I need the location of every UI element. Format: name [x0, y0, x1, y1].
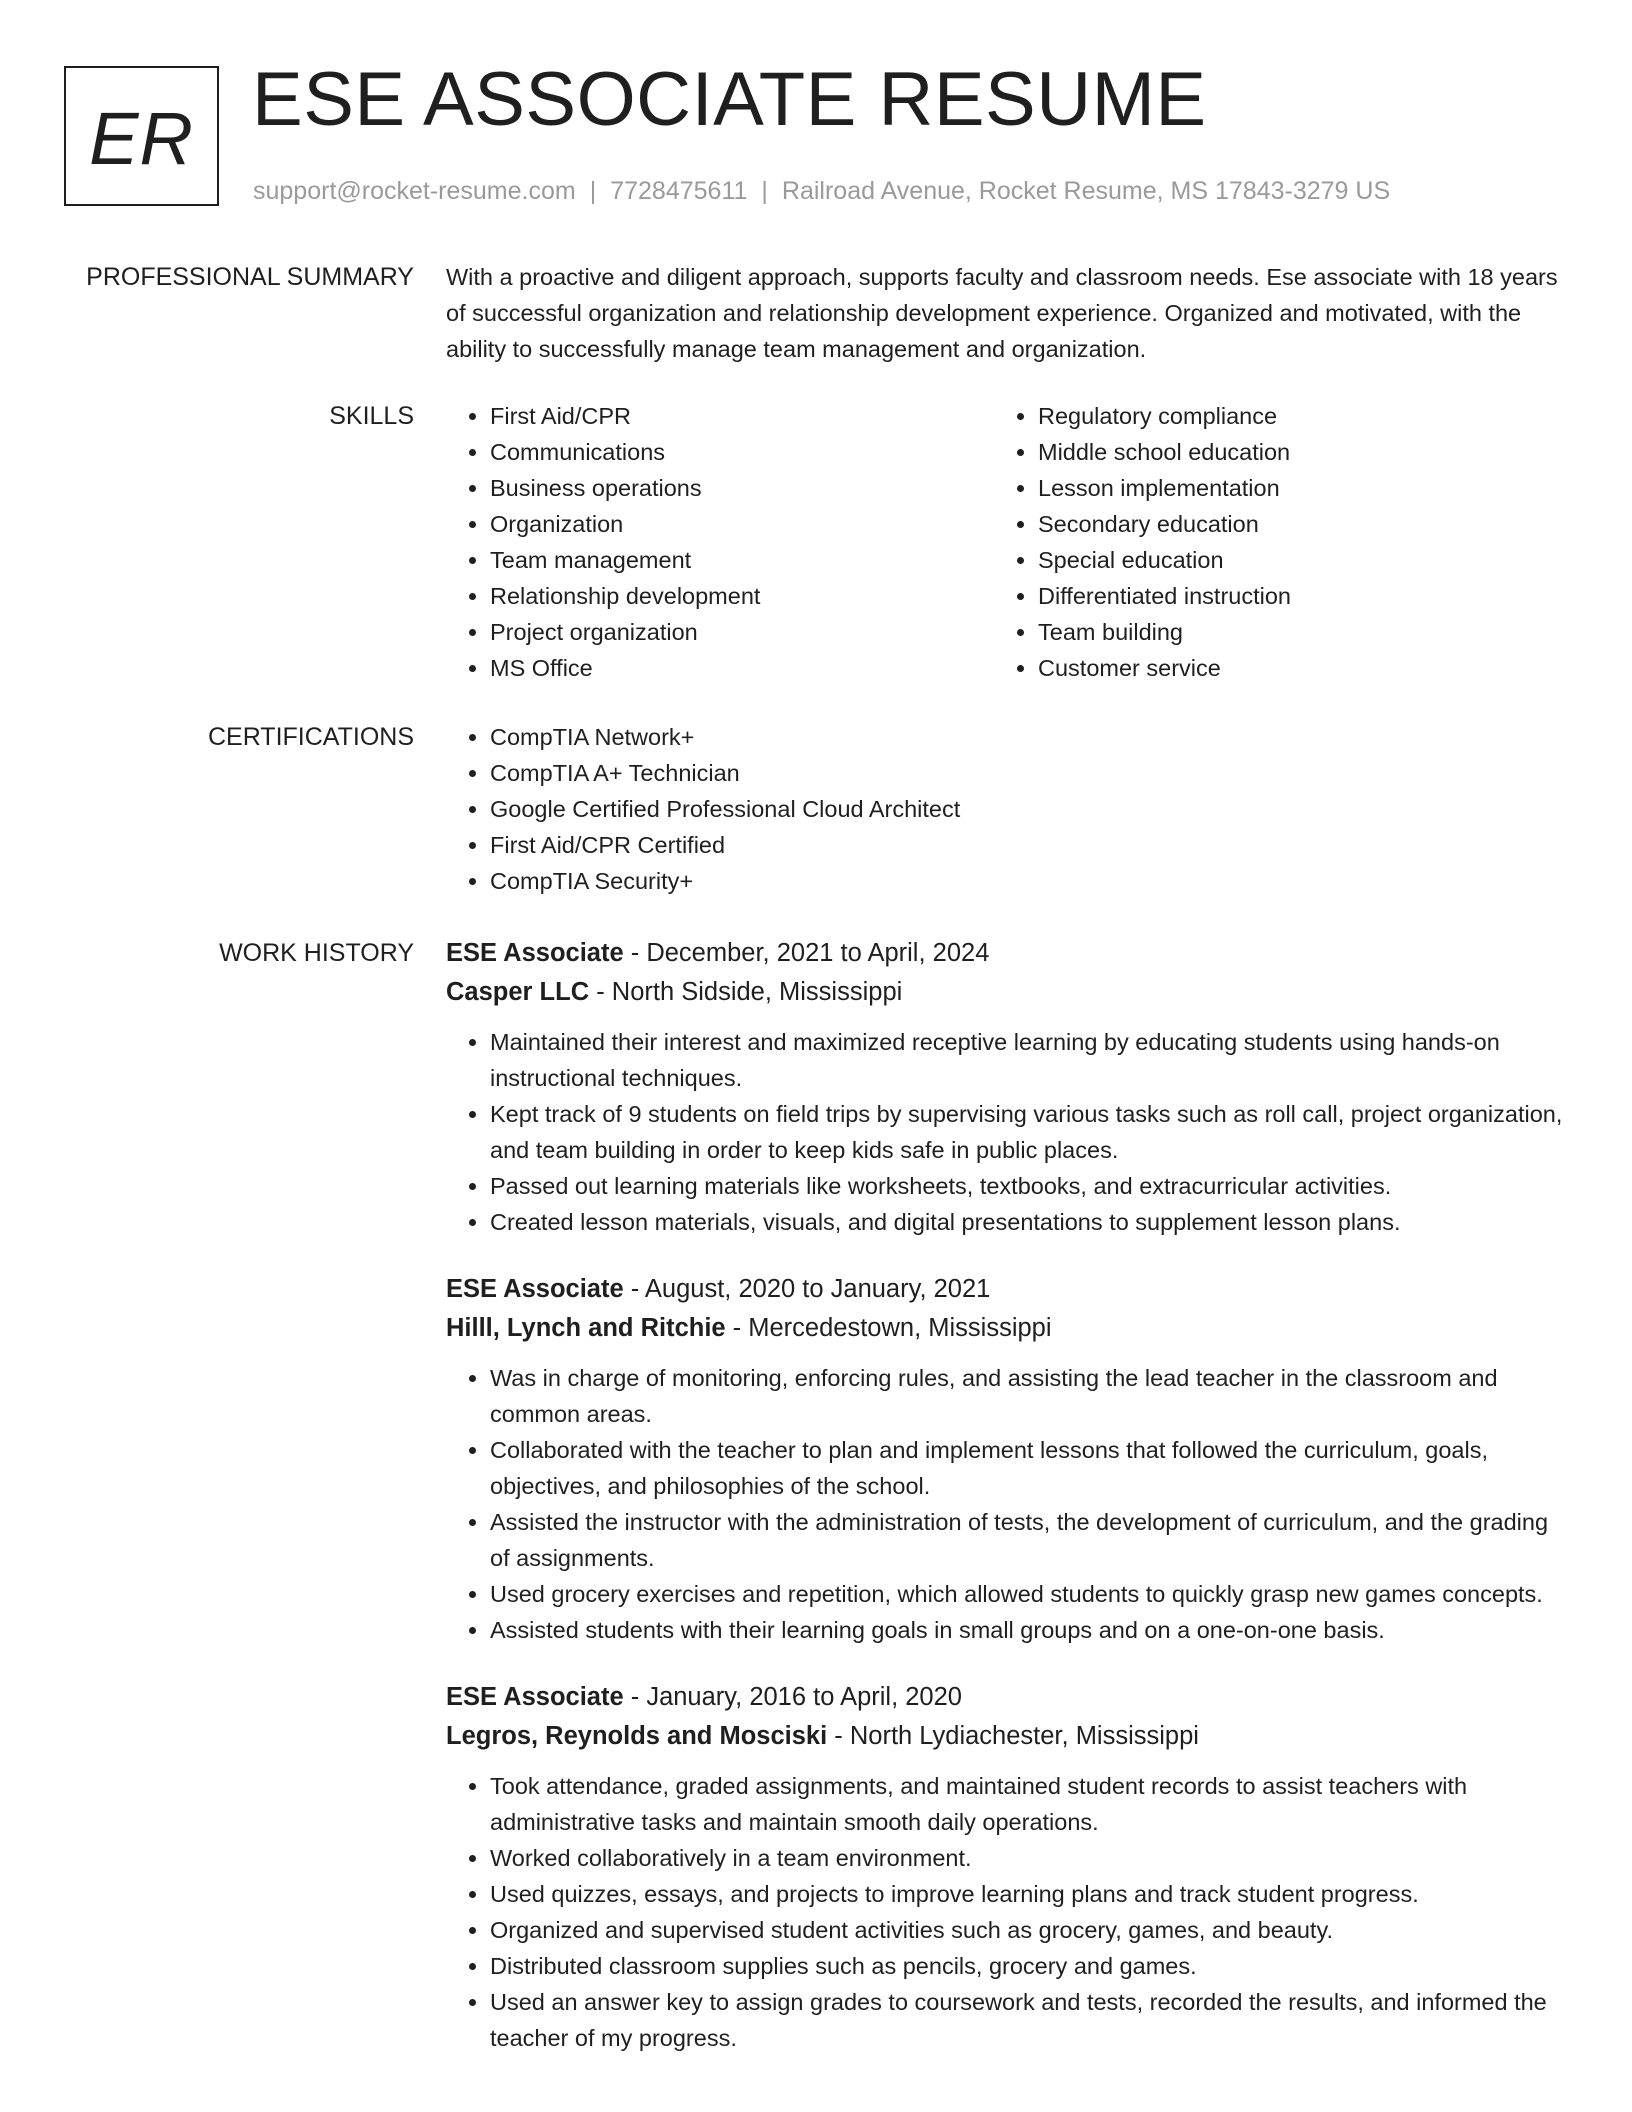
- skill-item: • Organization: [490, 506, 994, 542]
- skill-item: • First Aid/CPR: [490, 398, 994, 434]
- certification-item: • CompTIA Network+: [490, 719, 1566, 755]
- work-history-label: WORK HISTORY: [219, 939, 414, 967]
- job-company-line: [446, 973, 1566, 1012]
- skill-item: • Project organization: [490, 614, 994, 650]
- skill-item: • Communications: [490, 434, 994, 470]
- job-bullet: • Maintained their interest and maximized receptive learning by educating students using hands-on instructional techniques.: [490, 1024, 1566, 1096]
- job-bullet: • Assisted the instructor with the administration of tests, the development of curriculum, and the grading of assignments.: [490, 1504, 1566, 1576]
- skills-body: [446, 398, 1566, 686]
- skill-item: • MS Office: [490, 650, 994, 686]
- skill-item: • Customer service: [1038, 650, 1542, 686]
- job-bullet: • Collaborated with the teacher to plan and implement lessons that followed the curriculum, goals, objectives, and philosophies of the school.: [490, 1432, 1566, 1504]
- summary-text: With a proactive and diligent approach, supports faculty and classroom needs. Ese associate with 18 years of successful organization and relationship development experience. Organized and motivated, with the ability to successfully manage team management and organization.: [446, 264, 1558, 362]
- job-bullet: • Used quizzes, essays, and projects to improve learning plans and track student progress.: [490, 1876, 1566, 1912]
- skill-item: • Regulatory compliance: [1038, 398, 1542, 434]
- job-bullet: • Kept track of 9 students on field trips by supervising various tasks such as roll call, project organization, and team building in order to keep kids safe in public places.: [490, 1096, 1566, 1168]
- contact-separator: |: [589, 177, 597, 205]
- skills-list-left: [446, 398, 994, 686]
- contact-address: Railroad Avenue, Rocket Resume, MS 17843-3279 US: [781, 177, 1391, 205]
- job-entry: [446, 1270, 1566, 1648]
- contact-phone[interactable]: 7728475611: [610, 177, 748, 205]
- skill-item: • Secondary education: [1038, 506, 1542, 542]
- work-history-body: [446, 934, 1566, 2056]
- resume-title: ESE ASSOCIATE RESUME: [252, 57, 1207, 142]
- certification-item: • Google Certified Professional Cloud Architect: [490, 791, 1566, 827]
- monogram-box: [64, 66, 219, 206]
- contact-line: [253, 174, 1390, 208]
- job-dates: - January, 2016 to April, 2020: [623, 1683, 962, 1711]
- job-role: ESE Associate: [446, 1683, 624, 1711]
- skill-item: • Middle school education: [1038, 434, 1542, 470]
- job-company-line: [446, 1717, 1566, 1756]
- job-role-line: [446, 934, 1566, 973]
- job-location: - North Lydiachester, Mississippi: [827, 1722, 1199, 1750]
- job-location: - North Sidside, Mississippi: [589, 978, 903, 1006]
- summary-label: PROFESSIONAL SUMMARY: [86, 263, 414, 291]
- job-dates: - December, 2021 to April, 2024: [623, 939, 990, 967]
- contact-email[interactable]: support@rocket-resume.com: [253, 177, 576, 205]
- job-dates: - August, 2020 to January, 2021: [623, 1275, 991, 1303]
- job-bullet: • Used an answer key to assign grades to coursework and tests, recorded the results, and informed the teacher of my progress.: [490, 1984, 1566, 2056]
- job-bullet: • Took attendance, graded assignments, and maintained student records to assist teachers with administrative tasks and maintain smooth daily operations.: [490, 1768, 1566, 1840]
- certification-item: • CompTIA Security+: [490, 863, 1566, 899]
- job-entry: [446, 934, 1566, 1240]
- job-bullets: [446, 1024, 1566, 1240]
- skill-item: • Team building: [1038, 614, 1542, 650]
- job-company: Legros, Reynolds and Mosciski: [446, 1722, 828, 1750]
- summary-body: [446, 259, 1566, 367]
- job-bullet: • Was in charge of monitoring, enforcing rules, and assisting the lead teacher in the classroom and common areas.: [490, 1360, 1566, 1432]
- job-bullet: • Distributed classroom supplies such as pencils, grocery and games.: [490, 1948, 1566, 1984]
- certifications-body: [446, 719, 1566, 899]
- job-bullet: • Passed out learning materials like worksheets, textbooks, and extracurricular activities.: [490, 1168, 1566, 1204]
- skill-item: • Lesson implementation: [1038, 470, 1542, 506]
- skills-label: SKILLS: [329, 402, 414, 430]
- job-bullets: [446, 1360, 1566, 1648]
- job-company-line: [446, 1309, 1566, 1348]
- monogram-initials: ER: [89, 96, 194, 180]
- job-entry: [446, 1678, 1566, 2056]
- job-bullets: [446, 1768, 1566, 2056]
- job-bullet: • Created lesson materials, visuals, and digital presentations to supplement lesson plans.: [490, 1204, 1566, 1240]
- certification-item: • First Aid/CPR Certified: [490, 827, 1566, 863]
- job-role-line: [446, 1270, 1566, 1309]
- job-role-line: [446, 1678, 1566, 1717]
- contact-separator: |: [761, 177, 768, 205]
- skills-list-right: [994, 398, 1542, 686]
- job-role: ESE Associate: [446, 939, 624, 967]
- job-company: Hilll, Lynch and Ritchie: [446, 1314, 726, 1342]
- job-company: Casper LLC: [446, 978, 590, 1006]
- job-bullet: • Assisted students with their learning goals in small groups and on a one-on-one basis.: [490, 1612, 1566, 1648]
- certification-item: • CompTIA A+ Technician: [490, 755, 1566, 791]
- job-bullet: • Worked collaboratively in a team environment.: [490, 1840, 1566, 1876]
- job-role: ESE Associate: [446, 1275, 624, 1303]
- certifications-label: CERTIFICATIONS: [207, 723, 414, 751]
- skill-item: • Special education: [1038, 542, 1542, 578]
- skill-item: • Differentiated instruction: [1038, 578, 1542, 614]
- job-location: - Mercedestown, Mississippi: [725, 1314, 1052, 1342]
- skill-item: • Business operations: [490, 470, 994, 506]
- skill-item: • Team management: [490, 542, 994, 578]
- job-bullet: • Used grocery exercises and repetition, which allowed students to quickly grasp new games concepts.: [490, 1576, 1566, 1612]
- skill-item: • Relationship development: [490, 578, 994, 614]
- job-bullet: • Organized and supervised student activities such as grocery, games, and beauty.: [490, 1912, 1566, 1948]
- certifications-list: [446, 719, 1566, 899]
